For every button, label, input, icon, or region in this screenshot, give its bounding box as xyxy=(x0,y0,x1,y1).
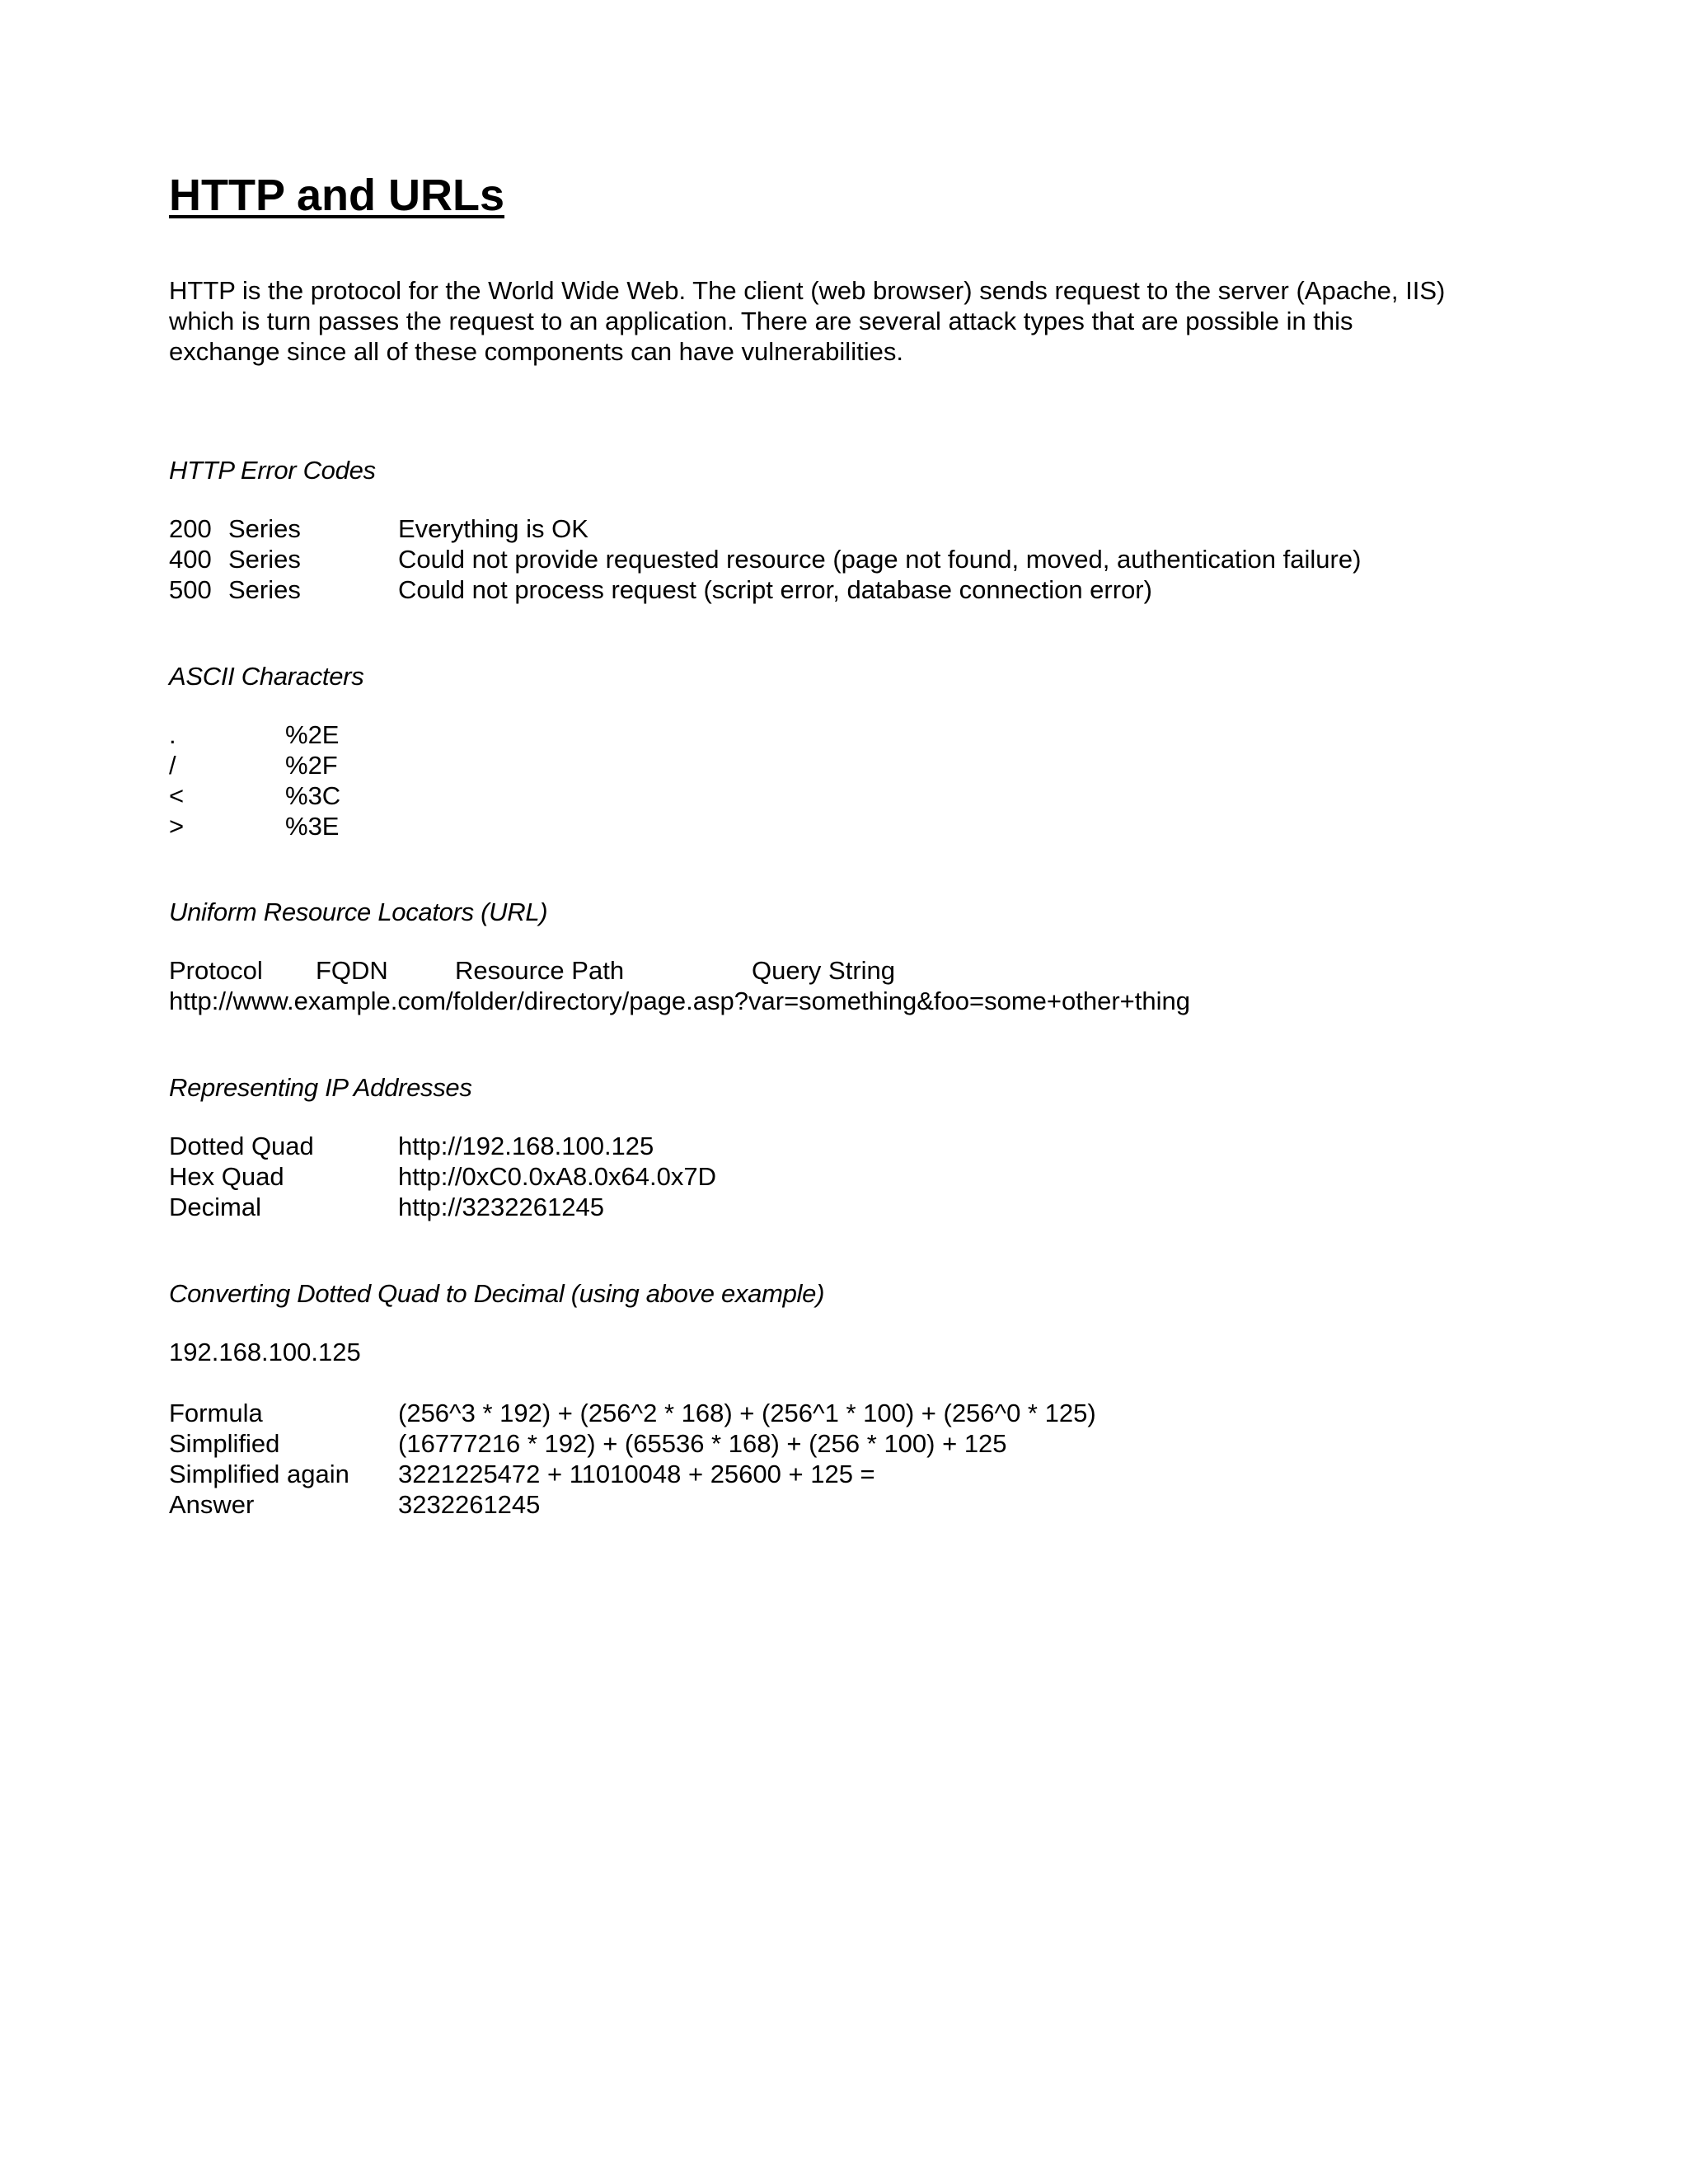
conversion-row xyxy=(169,1459,1556,1489)
page-title: HTTP and URLs xyxy=(169,171,505,220)
ascii-section xyxy=(169,661,1556,841)
ip-format-value: http://192.168.100.125 xyxy=(398,1131,654,1160)
error-code-number: 500 xyxy=(169,574,212,604)
ip-row xyxy=(169,1161,1556,1192)
section-heading: HTTP Error Codes xyxy=(169,455,376,485)
error-code-label xyxy=(169,574,398,605)
url-example: http://www.example.com/folder/directory/page.asp?var=something&foo=some+other+thing xyxy=(169,986,1190,1015)
error-code-row xyxy=(169,544,1556,574)
conversion-step-label: Formula xyxy=(169,1398,263,1427)
ascii-row xyxy=(169,811,1556,841)
error-code-series: Series xyxy=(228,513,301,543)
conversion-step-label: Simplified xyxy=(169,1428,280,1458)
ip-format-value: http://0xC0.0xA8.0x64.0x7D xyxy=(398,1161,717,1191)
section-heading: Representing IP Addresses xyxy=(169,1072,472,1102)
conversion-step-value: (256^3 * 192) + (256^2 * 168) + (256^1 * 100) + (256^0 * 125) xyxy=(398,1398,1096,1427)
intro-line: which is turn passes the request to an application. There are several attack types that are possible in this xyxy=(169,306,1353,335)
intro-line: HTTP is the protocol for the World Wide Web. The client (web browser) sends request to the server (Apache, IIS) xyxy=(169,275,1446,305)
ip-format-label: Dotted Quad xyxy=(169,1131,314,1160)
error-code-number: 200 xyxy=(169,513,212,543)
ascii-list xyxy=(169,719,1556,841)
conversion-row xyxy=(169,1428,1556,1459)
conversion-section xyxy=(169,1278,1556,1520)
ip-list xyxy=(169,1131,1556,1222)
ip-row xyxy=(169,1192,1556,1222)
conversion-step-label: Answer xyxy=(169,1489,255,1519)
ascii-row xyxy=(169,780,1556,811)
error-code-label xyxy=(169,544,398,574)
error-code-series: Series xyxy=(228,544,301,574)
conversion-step-label: Simplified again xyxy=(169,1459,349,1488)
conversion-row xyxy=(169,1489,1556,1520)
url-label-fqdn: FQDN xyxy=(316,955,388,985)
section-heading: Converting Dotted Quad to Decimal (using above example) xyxy=(169,1278,825,1308)
ascii-code: %2E xyxy=(285,719,340,749)
error-code-row xyxy=(169,513,1556,544)
section-heading: Uniform Resource Locators (URL) xyxy=(169,897,548,926)
url-parts-labels xyxy=(169,955,1556,986)
error-codes-list xyxy=(169,513,1556,605)
ip-section xyxy=(169,1072,1556,1222)
conversion-address: 192.168.100.125 xyxy=(169,1337,361,1366)
error-code-description: Everything is OK xyxy=(398,513,588,543)
ascii-code: %3E xyxy=(285,811,340,841)
error-code-number: 400 xyxy=(169,544,212,574)
ascii-char: . xyxy=(169,719,176,749)
ip-row xyxy=(169,1131,1556,1161)
url-label-query-string: Query String xyxy=(752,955,896,985)
intro-line: exchange since all of these components can have vulnerabilities. xyxy=(169,336,903,366)
ascii-code: %2F xyxy=(285,750,338,780)
error-code-description: Could not process request (script error, database connection error) xyxy=(398,574,1152,604)
ascii-row xyxy=(169,750,1556,780)
error-codes-section xyxy=(169,455,1556,605)
section-heading: ASCII Characters xyxy=(169,661,364,691)
ip-format-label: Decimal xyxy=(169,1192,261,1221)
intro-paragraph xyxy=(169,275,1556,367)
url-section xyxy=(169,897,1556,1016)
error-code-description: Could not provide requested resource (page not found, moved, authentication failure) xyxy=(398,544,1362,574)
ascii-char: / xyxy=(169,750,176,780)
ip-format-label: Hex Quad xyxy=(169,1161,284,1191)
url-label-protocol: Protocol xyxy=(169,955,263,985)
ascii-row xyxy=(169,719,1556,750)
conversion-step-value: (16777216 * 192) + (65536 * 168) + (256 * 100) + 125 xyxy=(398,1428,1007,1458)
ascii-char: < xyxy=(169,780,185,810)
ip-format-value: http://3232261245 xyxy=(398,1192,604,1221)
conversion-step-value: 3232261245 xyxy=(398,1489,541,1519)
ascii-code: %3C xyxy=(285,780,341,810)
conversion-steps xyxy=(169,1398,1556,1520)
conversion-step-value: 3221225472 + 11010048 + 25600 + 125 = xyxy=(398,1459,875,1488)
error-code-series: Series xyxy=(228,574,301,604)
error-code-row xyxy=(169,574,1556,605)
conversion-row xyxy=(169,1398,1556,1428)
url-label-resource-path: Resource Path xyxy=(455,955,625,985)
ascii-char: > xyxy=(169,811,185,841)
error-code-label xyxy=(169,513,398,544)
